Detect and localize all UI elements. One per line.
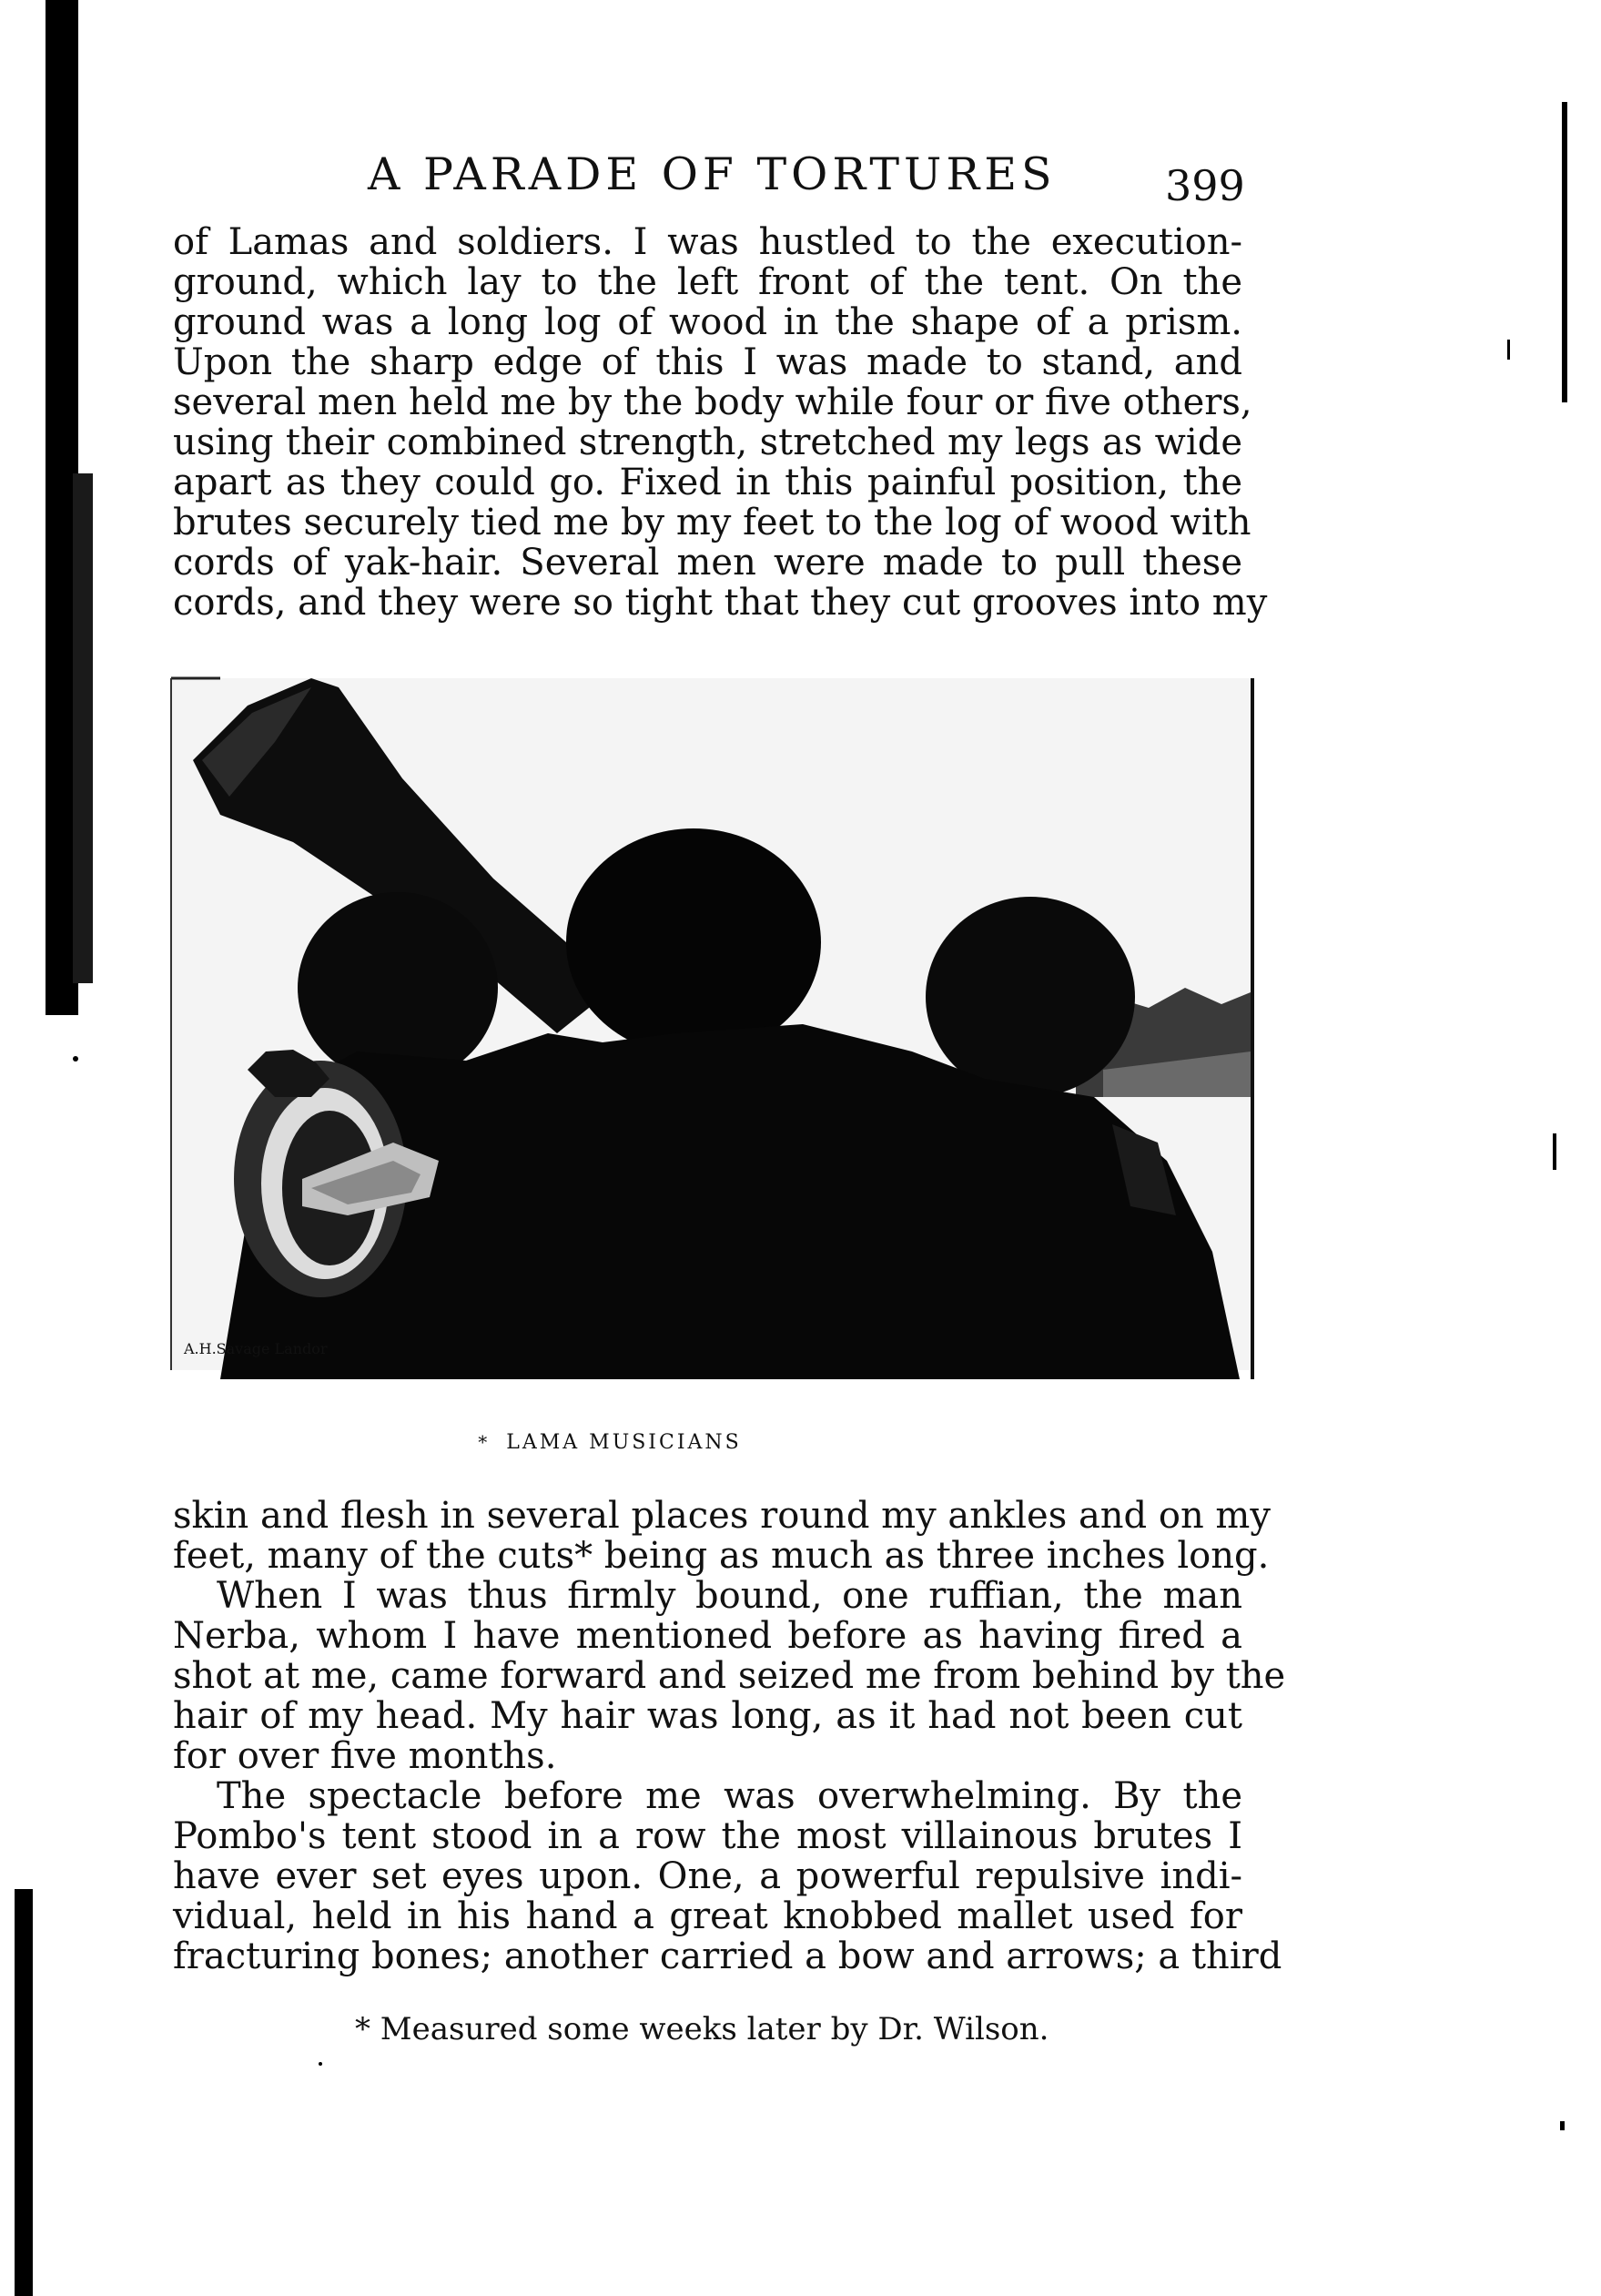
text-line: brutes securely tied me by my feet to the log of wood with bbox=[173, 502, 1251, 544]
text-line: The spectacle before me was overwhelming. By the bbox=[217, 1775, 1242, 1817]
scan-dot-bottom bbox=[319, 2062, 322, 2066]
text-line: ground, which lay to the left front of the tent. On the bbox=[173, 261, 1242, 303]
figure-lama-musicians bbox=[166, 669, 1258, 1379]
text-line: have ever set eyes upon. One, a powerful repulsive indi- bbox=[173, 1855, 1242, 1897]
text-line: Pombo's tent stood in a row the most villainous brutes I bbox=[173, 1815, 1242, 1857]
scan-edge-left-notch bbox=[73, 473, 93, 983]
text-line: hair of my head. My hair was long, as it had not been cut bbox=[173, 1695, 1242, 1737]
text-line: shot at me, came forward and seized me from behind by the bbox=[173, 1655, 1286, 1697]
scan-mark-right-bottom bbox=[1560, 2121, 1565, 2130]
text-line: cords of yak-hair. Several men were made to pull these bbox=[173, 542, 1242, 584]
figure-caption bbox=[382, 1431, 837, 1454]
photograph bbox=[166, 669, 1258, 1379]
text-line: of Lamas and soldiers. I was hustled to the execution- bbox=[173, 221, 1242, 263]
footnote: * Measured some weeks later by Dr. Wilson. bbox=[355, 2011, 1049, 2047]
text-line: several men held me by the body while four or five others, bbox=[173, 381, 1252, 423]
scan-edge-left-bottom bbox=[15, 1889, 33, 2296]
text-line: Nerba, whom I have mentioned before as having fired a bbox=[173, 1615, 1242, 1657]
text-line: Upon the sharp edge of this I was made to stand, and bbox=[173, 341, 1242, 383]
scan-mark-right-small bbox=[1507, 340, 1510, 360]
photo-signature: A.H.Savage Landor bbox=[184, 1340, 328, 1357]
body-text-top bbox=[173, 221, 1268, 624]
caption-mark: * bbox=[478, 1431, 491, 1453]
body-text-bottom bbox=[173, 1495, 1286, 1977]
text-line: When I was thus firmly bound, one ruffian, the man bbox=[217, 1575, 1242, 1617]
text-line: skin and flesh in several places round my ankles and on my bbox=[173, 1495, 1271, 1537]
text-line: cords, and they were so tight that they cut grooves into my bbox=[173, 582, 1268, 624]
scan-mark-right-middle bbox=[1553, 1133, 1556, 1170]
scan-dot-left bbox=[73, 1056, 78, 1062]
page-number: 399 bbox=[1165, 161, 1245, 210]
caption-text: LAMA MUSICIANS bbox=[506, 1431, 742, 1454]
text-line: using their combined strength, stretched my legs as wide bbox=[173, 422, 1242, 463]
text-line: apart as they could go. Fixed in this painful position, the bbox=[173, 462, 1242, 503]
text-line: for over five months. bbox=[173, 1735, 557, 1777]
text-line: fracturing bones; another carried a bow and arrows; a third bbox=[173, 1935, 1282, 1977]
text-line: vidual, held in his hand a great knobbed mallet used for bbox=[173, 1895, 1242, 1937]
running-head: A PARADE OF TORTURES bbox=[368, 148, 1057, 200]
text-line: ground was a long log of wood in the shape of a prism. bbox=[173, 301, 1242, 343]
page-header bbox=[173, 148, 1247, 212]
scan-mark-right-top bbox=[1562, 102, 1567, 402]
text-line: feet, many of the cuts* being as much as three inches long. bbox=[173, 1535, 1270, 1577]
